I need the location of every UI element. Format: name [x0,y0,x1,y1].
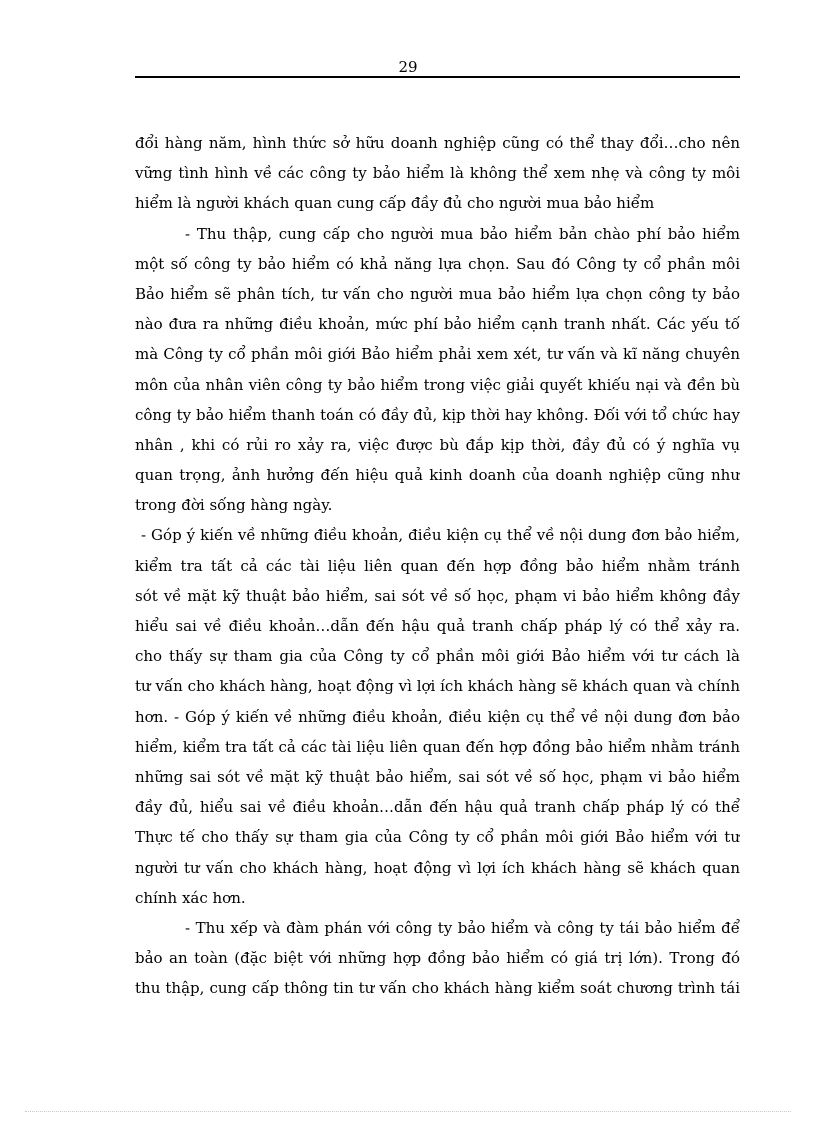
text-line: môn của nhân viên công ty bảo hiểm trong việc giải quyết khiếu nại và đền bù [135,375,740,394]
text-line: tư vấn cho khách hàng, hoạt động vì lợi ích khách hàng sẽ khách quan và chính [135,677,740,696]
text-line: - Góp ý kiến về những điều khoản, điều kiện cụ thể về nội dung đơn bảo hiểm, [141,526,740,545]
text-line: vững tình hình về các công ty bảo hiểm là không thể xem nhẹ và công ty môi [135,164,740,183]
text-line: - Thu xếp và đàm phán với công ty bảo hiểm và công ty tái bảo hiểm để [185,918,740,937]
text-line: trong đời sống hàng ngày. [135,496,333,515]
text-line: hơn. - Góp ý kiến về những điều khoản, điều kiện cụ thể về nội dung đơn bảo [135,707,740,726]
text-line: nhân , khi có rủi ro xảy ra, việc được bù đắp kịp thời, đầy đủ có ý nghĩa vụ [135,435,740,454]
text-line: một số công ty bảo hiểm có khả năng lựa chọn. Sau đó Công ty cổ phần môi [135,254,740,273]
text-line: cho thấy sự tham gia của Công ty cổ phần môi giới Bảo hiểm với tư cách là [135,647,740,666]
text-line: kiểm tra tất cả các tài liệu liên quan đến hợp đồng bảo hiểm nhằm tránh [135,556,740,575]
text-line: hiểu sai về điều khoản…dẫn đến hậu quả tranh chấp pháp lý có thể xảy ra. [135,617,740,635]
text-line: nào đưa ra những điều khoản, mức phí bảo hiểm cạnh tranh nhất. Các yếu tố [135,315,740,334]
text-line: Thực tế cho thấy sự tham gia của Công ty cổ phần môi giới Bảo hiểm với tư [135,828,740,847]
footer-rule [25,1111,791,1112]
text-line: quan trọng, ảnh hưởng đến hiệu quả kinh doanh của doanh nghiệp cũng như [135,466,740,485]
text-line: những sai sót về mặt kỹ thuật bảo hiểm, sai sót về số học, phạm vi bảo hiểm [135,767,740,786]
text-line: đầy đủ, hiểu sai về điều khoản…dẫn đến hậu quả tranh chấp pháp lý có thể [135,798,740,817]
body-text [135,128,740,1003]
text-line: đổi hàng năm, hình thức sở hữu doanh nghiệp cũng có thể thay đổi…cho nên [135,134,740,152]
text-line: mà Công ty cổ phần môi giới Bảo hiểm phải xem xét, tư vấn và kĩ năng chuyên [135,345,740,364]
text-line: hiểm là người khách quan cung cấp đầy đủ cho người mua bảo hiểm [135,194,655,213]
text-line: người tư vấn cho khách hàng, hoạt động vì lợi ích khách hàng sẽ khách quan [135,858,740,877]
text-line: thu thập, cung cấp thông tin tư vấn cho khách hàng kiểm soát chương trình tái [135,979,740,998]
text-line: hiểm, kiểm tra tất cả các tài liệu liên quan đến hợp đồng bảo hiểm nhằm tránh [135,737,740,756]
text-line: công ty bảo hiểm thanh toán có đầy đủ, kịp thời hay không. Đối với tổ chức hay [135,405,740,424]
header-rule [135,76,740,78]
text-line: chính xác hơn. [135,888,246,907]
page-number: 29 [398,58,418,76]
text-line: Bảo hiểm sẽ phân tích, tư vấn cho người mua bảo hiểm lựa chọn công ty bảo [135,284,740,303]
text-line: bảo an toàn (đặc biệt với những hợp đồng bảo hiểm có giá trị lớn). Trong đó [135,949,740,968]
text-line: sót về mặt kỹ thuật bảo hiểm, sai sót về số học, phạm vi bảo hiểm không đầy [135,586,740,605]
text-line: - Thu thập, cung cấp cho người mua bảo hiểm bản chào phí bảo hiểm [185,224,740,243]
